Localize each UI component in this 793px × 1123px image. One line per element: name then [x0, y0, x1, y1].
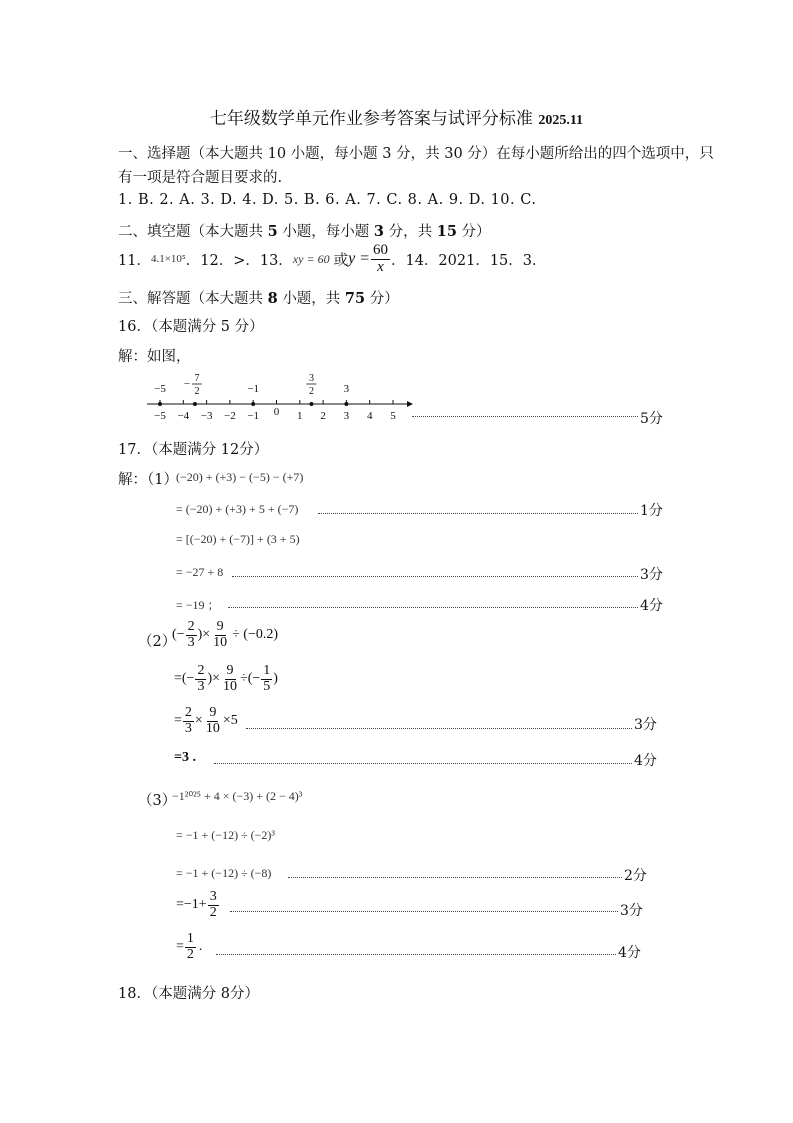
q17-p1-score4: 4分: [640, 598, 663, 614]
number-line-point-label: 3: [343, 383, 350, 395]
q17-p3-line4: [176, 932, 202, 962]
s2-heading-p: 3: [373, 223, 385, 240]
q17-p3-dots4: [216, 954, 616, 955]
s2-heading-pre: 二、填空题（本大题共: [118, 224, 263, 240]
number-line-point-den: 2: [194, 386, 200, 397]
a13-or: 或: [333, 252, 349, 269]
a13-expr1: xy = 60: [292, 251, 330, 266]
q17-p2-line3: =3 .: [174, 750, 196, 765]
p2l1-frac1: $\frac{2}{3}$: [197, 663, 205, 694]
q17-p1-line4: = −19 ；: [176, 598, 220, 612]
number-line-point-num: 7: [194, 373, 200, 384]
p2l2-pre: =: [174, 713, 182, 729]
section1-answers: 1. B. 2. A. 3. D. 4. D. 5. B. 6. A. 7. C. 8. A. 9. D. 10. C.: [118, 192, 537, 208]
q17-p2-dots3: [246, 728, 632, 729]
p2l0-frac2: $\frac{9}{10}$: [213, 619, 228, 650]
number-line-point: [344, 402, 348, 406]
page-title: [0, 104, 793, 129]
q17-p2-line2: = $\frac{2}{3}$ × $\frac{9}{10}$ ×5: [174, 705, 238, 736]
number-line-tick-label: −4: [177, 410, 190, 422]
q17-p3-dots2: [288, 877, 622, 878]
a11-label: 11．: [118, 252, 151, 269]
a12-text: ．12．>．13．: [185, 252, 293, 269]
q17-p1-score3: 3分: [640, 567, 663, 583]
q17-p1-line1: = (−20) + (+3) + 5 + (−7): [176, 502, 299, 516]
number-line-tick-label: 5: [390, 410, 396, 422]
p3l4-pre: =: [176, 939, 184, 955]
number-line-point-num: 3: [308, 373, 314, 384]
q17-p1-dots1: [318, 513, 638, 514]
q17-p3-score3: 3分: [620, 903, 643, 919]
a13-y: y =: [348, 250, 370, 268]
p3l4-frac: $\frac{1}{2}$: [186, 931, 194, 962]
s2-heading-t: 15: [436, 223, 457, 240]
q17-p2-line0: (− $\frac{2}{3}$ )× $\frac{9}{10}$ ÷ (−0.2): [172, 619, 279, 650]
q17-p1-line2: = [(−20) + (−7)] + (3 + 5): [176, 532, 300, 546]
number-line: [145, 372, 417, 424]
title-text: 七年级数学单元作业参考答案与试评分标准: [209, 109, 533, 129]
q17-p3-line0: −1²⁰²⁵ + 4 × (−3) + (2 − 4)³: [172, 789, 303, 803]
section3-heading: [118, 287, 399, 308]
number-line-tick-label: −3: [200, 410, 213, 422]
number-line-arrow: [407, 401, 413, 407]
q17-p3-dots3: [230, 911, 618, 912]
q18-header: 18．（本题满分 8分）: [118, 986, 260, 1002]
q16-header: 16．（本题满分 5 分）: [118, 319, 264, 335]
q17-p3-line1: = −1 + (−12) ÷ (−2)³: [176, 828, 276, 842]
p2l1-pre: =(−: [174, 671, 195, 687]
p3l3-frac: $\frac{3}{2}$: [209, 889, 217, 920]
q17-p1-line3: = −27 + 8: [176, 565, 224, 579]
s3-heading-pre: 三、解答题（本大题共: [118, 291, 263, 307]
q17-p3-line3: [176, 890, 220, 920]
number-line-tick-label: 4: [366, 410, 373, 422]
q16-solution: 解：如图，: [118, 349, 191, 365]
s2-heading-post: 分）: [461, 224, 491, 240]
a13-den: x: [377, 258, 384, 275]
a14-15-text: ．14．2021．15．3．: [390, 252, 547, 269]
p2l0-pre: (−: [172, 627, 185, 643]
p2l0-tail: ÷ (−0.2): [232, 627, 279, 643]
number-line-tick-label: 3: [343, 410, 350, 422]
section2-heading: [118, 220, 491, 241]
s2-heading-n: 5: [267, 223, 278, 240]
q17-p2-line1: =(− $\frac{2}{3}$ )× $\frac{9}{10}$ ÷(− $\frac{1}{5}$ ): [174, 663, 278, 694]
number-line-tick-label: 0: [273, 406, 280, 418]
q17-p3-line2: = −1 + (−12) ÷ (−8): [176, 866, 272, 880]
s2-heading-mid2: 分，共: [388, 224, 433, 240]
title-date: 2025.11: [538, 113, 584, 128]
s3-heading-t: 75: [344, 290, 366, 307]
number-line-tick-label: −5: [154, 410, 166, 422]
q17-p1-dots3: [232, 576, 638, 577]
number-line-point: [251, 402, 255, 406]
p2l2-frac1: $\frac{2}{3}$: [184, 705, 192, 736]
q17-p2-score3: 3分: [634, 717, 657, 733]
q17-p1-dots4: [228, 607, 638, 608]
s3-heading-mid: 小题，共: [282, 291, 341, 307]
a13-num: 60: [372, 242, 388, 258]
number-line-point-label: −5: [154, 383, 166, 395]
number-line-point-sign: −: [183, 378, 191, 390]
s3-heading-n: 8: [267, 290, 278, 307]
number-line-point-den: 2: [308, 386, 314, 397]
p3l3-pre: =−1+: [176, 897, 207, 913]
q17-p1-label: 解：（1）: [118, 472, 178, 488]
number-line-point: [193, 402, 197, 406]
q17-p3-label: （3）: [138, 793, 177, 809]
number-line-point-label: −1: [247, 383, 260, 395]
p2l0-frac1: $\frac{2}{3}$: [187, 619, 195, 650]
q17-p1-score1: 1分: [640, 503, 663, 519]
number-line-point: [158, 402, 162, 406]
q16-dots: [412, 416, 638, 417]
section2-answers: [118, 243, 547, 276]
q17-p3-score2: 2分: [624, 868, 647, 884]
s3-heading-post: 分）: [369, 291, 399, 307]
a11-value: 4.1×10⁵: [150, 253, 186, 266]
p2l1-frac3: $\frac{1}{5}$: [263, 663, 271, 694]
q16-score: 5分: [640, 411, 663, 427]
section1-heading-line1: 一、选择题（本大题共 10 小题，每小题 3 分，共 30 分）在每小题所给出的四个选项中，只: [118, 146, 714, 162]
q17-p2-label: （2）: [138, 634, 177, 650]
p2l1-frac2: $\frac{9}{10}$: [223, 663, 238, 694]
section1-heading-line2: 有一项是符合题目要求的.: [118, 170, 283, 186]
q17-p2-dots4: [214, 763, 632, 764]
number-line-point: [309, 402, 313, 406]
a13-fraction: [371, 243, 390, 276]
s2-heading-mid: 小题，每小题: [282, 224, 370, 240]
number-line-tick-label: 2: [320, 410, 326, 422]
number-line-tick-label: 1: [297, 410, 303, 422]
number-line-tick-label: −2: [224, 410, 236, 422]
p3l4-post: .: [198, 939, 203, 955]
number-line-tick-label: −1: [247, 410, 260, 422]
p2l2-frac2: $\frac{9}{10}$: [205, 705, 220, 736]
q17-p3-score4: 4分: [618, 945, 641, 961]
q17-header: 17．（本题满分 12分）: [118, 442, 269, 458]
q17-p1-line0: (−20) + (+3) − (−5) − (+7): [176, 470, 304, 484]
q17-p2-score4: 4分: [634, 753, 657, 769]
